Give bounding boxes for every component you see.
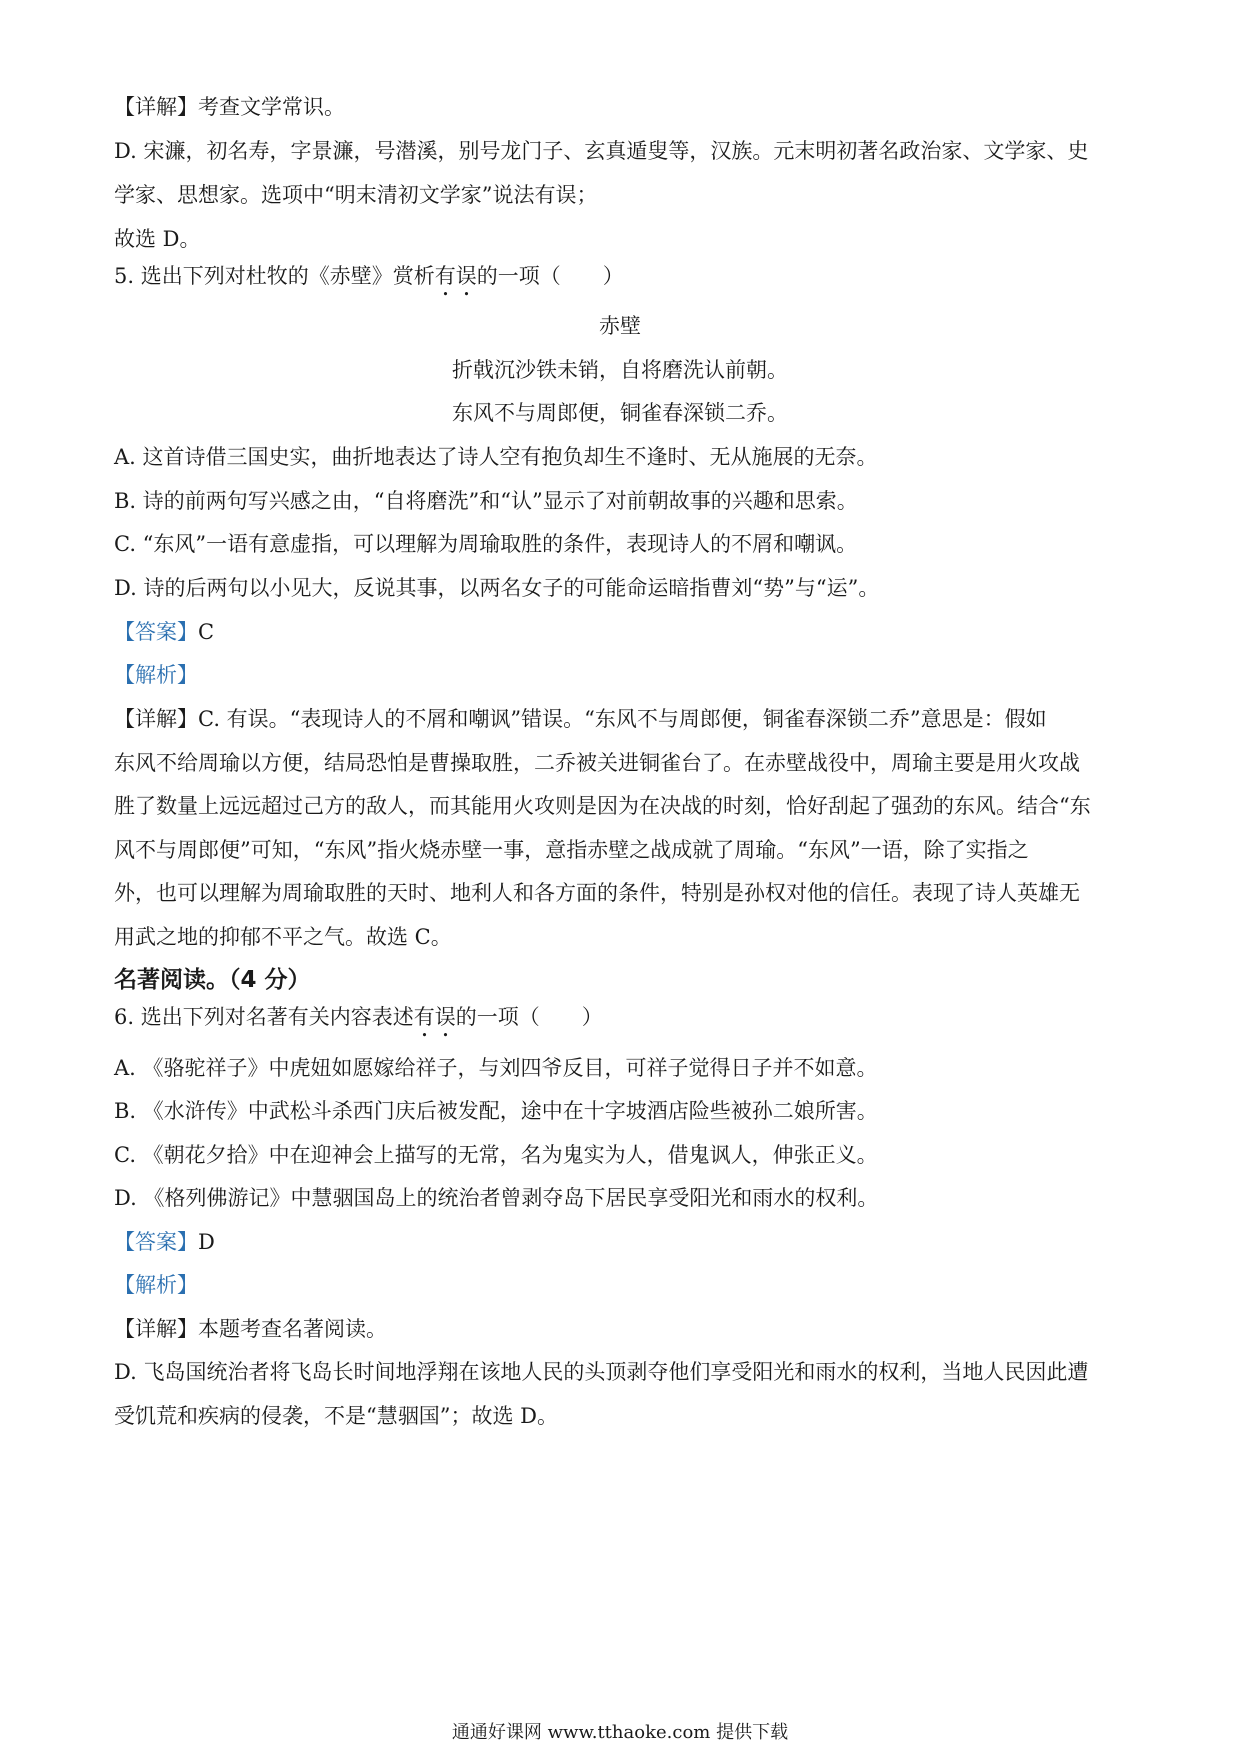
q5-detail-line-6: 用武之地的抑郁不平之气。故选 C。	[114, 925, 452, 949]
emphasis-text: 有误	[434, 264, 477, 288]
poem-line-1: 折戟沉沙铁未销，自将磨洗认前朝。	[452, 358, 788, 382]
poem-line-2: 东风不与周郎便，铜雀春深锁二乔。	[452, 401, 788, 425]
detail-paragraph: 【详解】考查文学常识。	[114, 95, 345, 119]
q5-option-a: A. 这首诗借三国史实，曲折地表达了诗人空有抱负却生不逢时、无从施展的无奈。	[114, 445, 878, 469]
q6-detail: 【详解】本题考查名著阅读。	[114, 1317, 387, 1341]
q6-option-c: C. 《朝花夕拾》中在迎神会上描写的无常，名为鬼实为人，借鬼讽人，伸张正义。	[114, 1143, 878, 1167]
detail-conclusion: 故选 D。	[114, 227, 201, 251]
emphasis-text: 有误	[413, 1005, 456, 1029]
poem-title: 赤壁	[599, 314, 641, 338]
detail-line-1: D. 宋濂，初名寿，字景濂，号潜溪，别号龙门子、玄真遁叟等，汉族。元末明初著名政治家、文学家、史	[114, 139, 1089, 163]
answer-tag: 【答案】	[114, 1230, 198, 1254]
q5-detail-line-2: 东风不给周瑜以方便，结局恐怕是曹操取胜，二乔被关进铜雀台了。在赤壁战役中，周瑜主要是用火攻战	[114, 751, 1080, 775]
answer-tag: 【答案】	[114, 620, 198, 644]
q5-option-d: D. 诗的后两句以小见大，反说其事，以两名女子的可能命运暗指曹刘“势”与“运”。	[114, 576, 880, 600]
q5-option-c: C. “东风”一语有意虚指，可以理解为周瑜取胜的条件，表现诗人的不屑和嘲讽。	[114, 532, 858, 556]
q5-detail-line-5: 外，也可以理解为周瑜取胜的天时、地利人和各方面的条件，特别是孙权对他的信任。表现了诗人英雄无	[114, 881, 1080, 905]
q5-detail-line-4: 风不与周郎便”可知，“东风”指火烧赤壁一事，意指赤壁之战成就了周瑜。“东风”一语，除了实指之	[114, 838, 1029, 862]
answer-value: D	[198, 1230, 215, 1254]
section-heading: 名著阅读。（4 分）	[114, 967, 311, 993]
detail-tag: 【详解】	[114, 1317, 198, 1341]
detail-tag: 【详解】	[114, 95, 198, 119]
q5-answer	[114, 618, 1124, 646]
q5-detail-line-1: 【详解】C. 有误。“表现诗人的不屑和嘲讽”错误。“东风不与周郎便，铜雀春深锁二乔”意思是：假如	[114, 707, 1047, 731]
q6-detail-line-2: 受饥荒和疾病的侵袭，不是“慧骃国”；故选 D。	[114, 1404, 558, 1428]
answer-value: C	[198, 620, 215, 644]
q6-option-a: A. 《骆驼祥子》中虎妞如愿嫁给祥子，与刘四爷反目，可祥子觉得日子并不如意。	[114, 1056, 878, 1080]
detail-line-2: 学家、思想家。选项中“明末清初文学家”说法有误；	[114, 183, 598, 207]
q6-analysis-tag: 【解析】	[114, 1273, 198, 1297]
q5-option-b: B. 诗的前两句写兴感之由，“自将磨洗”和“认”显示了对前朝故事的兴趣和思索。	[114, 489, 858, 513]
detail-tag: 【详解】	[114, 707, 198, 731]
q6-option-d: D. 《格列佛游记》中慧骃国岛上的统治者曾剥夺岛下居民享受阳光和雨水的权利。	[114, 1186, 879, 1210]
q6-option-b: B. 《水浒传》中武松斗杀西门庆后被发配，途中在十字坡酒店险些被孙二娘所害。	[114, 1099, 878, 1123]
q5-detail-line-3: 胜了数量上远远超过己方的敌人，而其能用火攻则是因为在决战的时刻，恰好刮起了强劲的东风。结合“东	[114, 794, 1091, 818]
question-6: 6. 选出下列对名著有关内容表述有误的一项（ ）	[114, 1005, 603, 1029]
question-5: 5. 选出下列对杜牧的《赤壁》赏析有误的一项（ ）	[114, 264, 624, 288]
q6-detail-line-1: D. 飞岛国统治者将飞岛长时间地浮翔在该地人民的头顶剥夺他们享受阳光和雨水的权利，当地人民因此遭	[114, 1360, 1089, 1384]
q6-answer	[114, 1228, 1124, 1256]
q5-analysis-tag: 【解析】	[114, 663, 198, 687]
page-footer: 通通好课网 www.tthaoke.com 提供下载	[451, 1722, 789, 1743]
